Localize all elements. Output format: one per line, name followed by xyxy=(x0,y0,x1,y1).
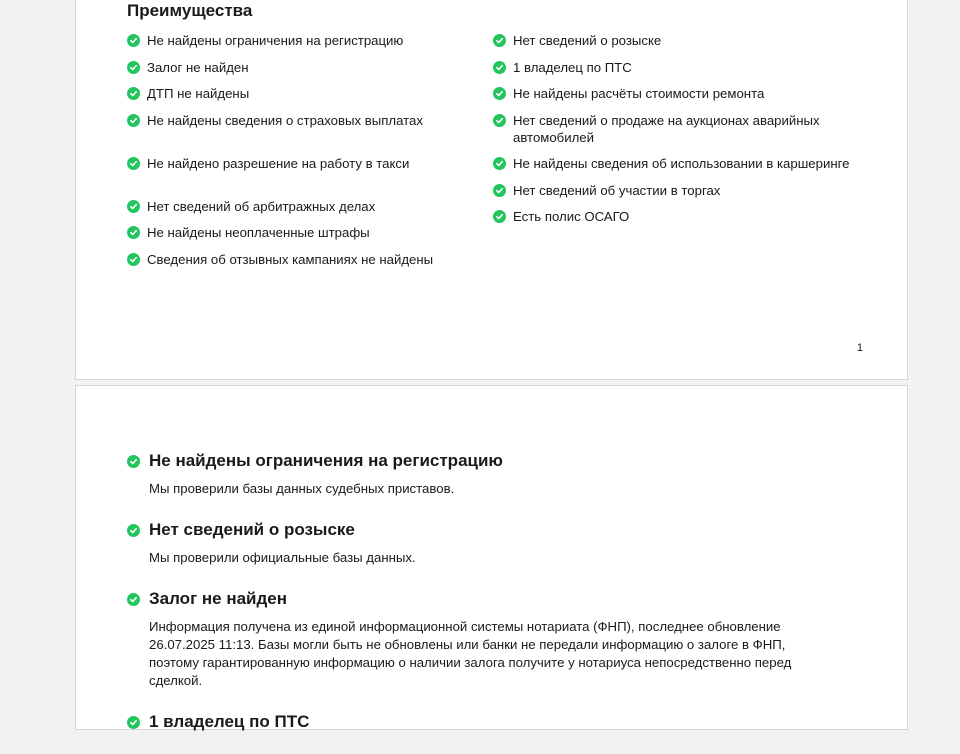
advantage-item xyxy=(127,85,487,102)
check-icon xyxy=(493,210,506,223)
advantage-label: Сведения об отзывных кампаниях не найдены xyxy=(147,251,434,267)
report-page-1 xyxy=(75,0,908,380)
check-icon xyxy=(127,716,140,729)
advantage-item xyxy=(493,59,853,76)
advantage-item xyxy=(127,32,487,49)
advantage-item xyxy=(493,182,853,199)
advantages-list-left xyxy=(127,32,487,277)
advantage-label: Не найдены неоплаченные штрафы xyxy=(147,225,370,240)
advantage-item xyxy=(493,112,853,146)
advantage-label: Не найдено разрешение на работу в такси xyxy=(147,155,410,171)
check-icon xyxy=(127,226,140,239)
check-icon xyxy=(127,593,140,606)
check-icon xyxy=(493,157,506,170)
advantage-item xyxy=(493,32,853,49)
check-icon xyxy=(127,87,140,100)
check-icon xyxy=(493,184,506,197)
detail-title: Нет сведений о розыске xyxy=(149,520,355,539)
check-icon xyxy=(493,34,506,47)
advantage-label: Нет сведений об участии в торгах xyxy=(513,182,721,198)
check-icon xyxy=(127,114,140,127)
detail-text: Мы проверили базы данных судебных приставов. xyxy=(149,481,455,496)
check-icon xyxy=(493,61,506,74)
check-icon xyxy=(493,87,506,100)
check-icon xyxy=(127,253,140,266)
advantage-item xyxy=(127,198,487,215)
advantage-item xyxy=(127,155,487,172)
advantage-item xyxy=(493,155,853,172)
advantage-label: Не найдены ограничения на регистрацию xyxy=(147,33,404,48)
detail-item xyxy=(127,519,827,567)
check-icon xyxy=(127,200,140,213)
section-title-advantages: Преимущества xyxy=(127,1,253,20)
detail-text: Мы проверили официальные базы данных. xyxy=(149,550,416,565)
advantage-label: Нет сведений об арбитражных делах xyxy=(147,198,376,214)
check-icon xyxy=(127,524,140,537)
advantage-label: Залог не найден xyxy=(147,59,249,75)
advantage-item xyxy=(127,112,487,129)
check-icon xyxy=(127,455,140,468)
page-number: 1 xyxy=(856,342,863,354)
advantage-label: Не найдены расчёты стоимости ремонта xyxy=(513,86,765,101)
advantage-label: Не найдены сведения о страховых выплатах xyxy=(147,112,423,128)
advantage-item xyxy=(127,224,487,241)
advantage-item xyxy=(493,85,853,102)
check-icon xyxy=(493,114,506,127)
detail-item xyxy=(127,588,827,690)
detail-text: Информация получена из единой информационной системы нотариата (ФНП), последнее обновление 26.07.2025 11:13. Базы могли быть не обновлены или банки не передали информацию о залоге в ФНП, поэтому гарантированную информацию о наличии залога получите у нотариуса непосредственно перед сделкой. xyxy=(149,619,792,688)
advantage-label: Есть полис ОСАГО xyxy=(513,209,630,224)
detail-item xyxy=(127,450,827,498)
detail-item xyxy=(127,711,827,733)
detail-title: 1 владелец по ПТС xyxy=(149,712,310,731)
advantage-label: ДТП не найдены xyxy=(147,86,250,101)
advantage-label: Нет сведений о розыске xyxy=(513,33,662,48)
check-icon xyxy=(127,61,140,74)
advantage-item xyxy=(493,208,853,225)
check-icon xyxy=(127,157,140,170)
detail-title: Залог не найден xyxy=(149,589,288,608)
advantage-item xyxy=(127,251,487,268)
detail-title: Не найдены ограничения на регистрацию xyxy=(149,451,503,470)
details-list xyxy=(127,450,827,754)
advantage-label: 1 владелец по ПТС xyxy=(513,59,632,75)
advantage-item xyxy=(127,59,487,76)
report-page-2 xyxy=(75,385,908,730)
advantage-label: Не найдены сведения об использовании в каршеринге xyxy=(513,156,850,171)
check-icon xyxy=(127,34,140,47)
advantages-list-right xyxy=(493,32,853,235)
advantage-label: Нет сведений о продаже на аукционах аварийных автомобилей xyxy=(513,112,820,145)
